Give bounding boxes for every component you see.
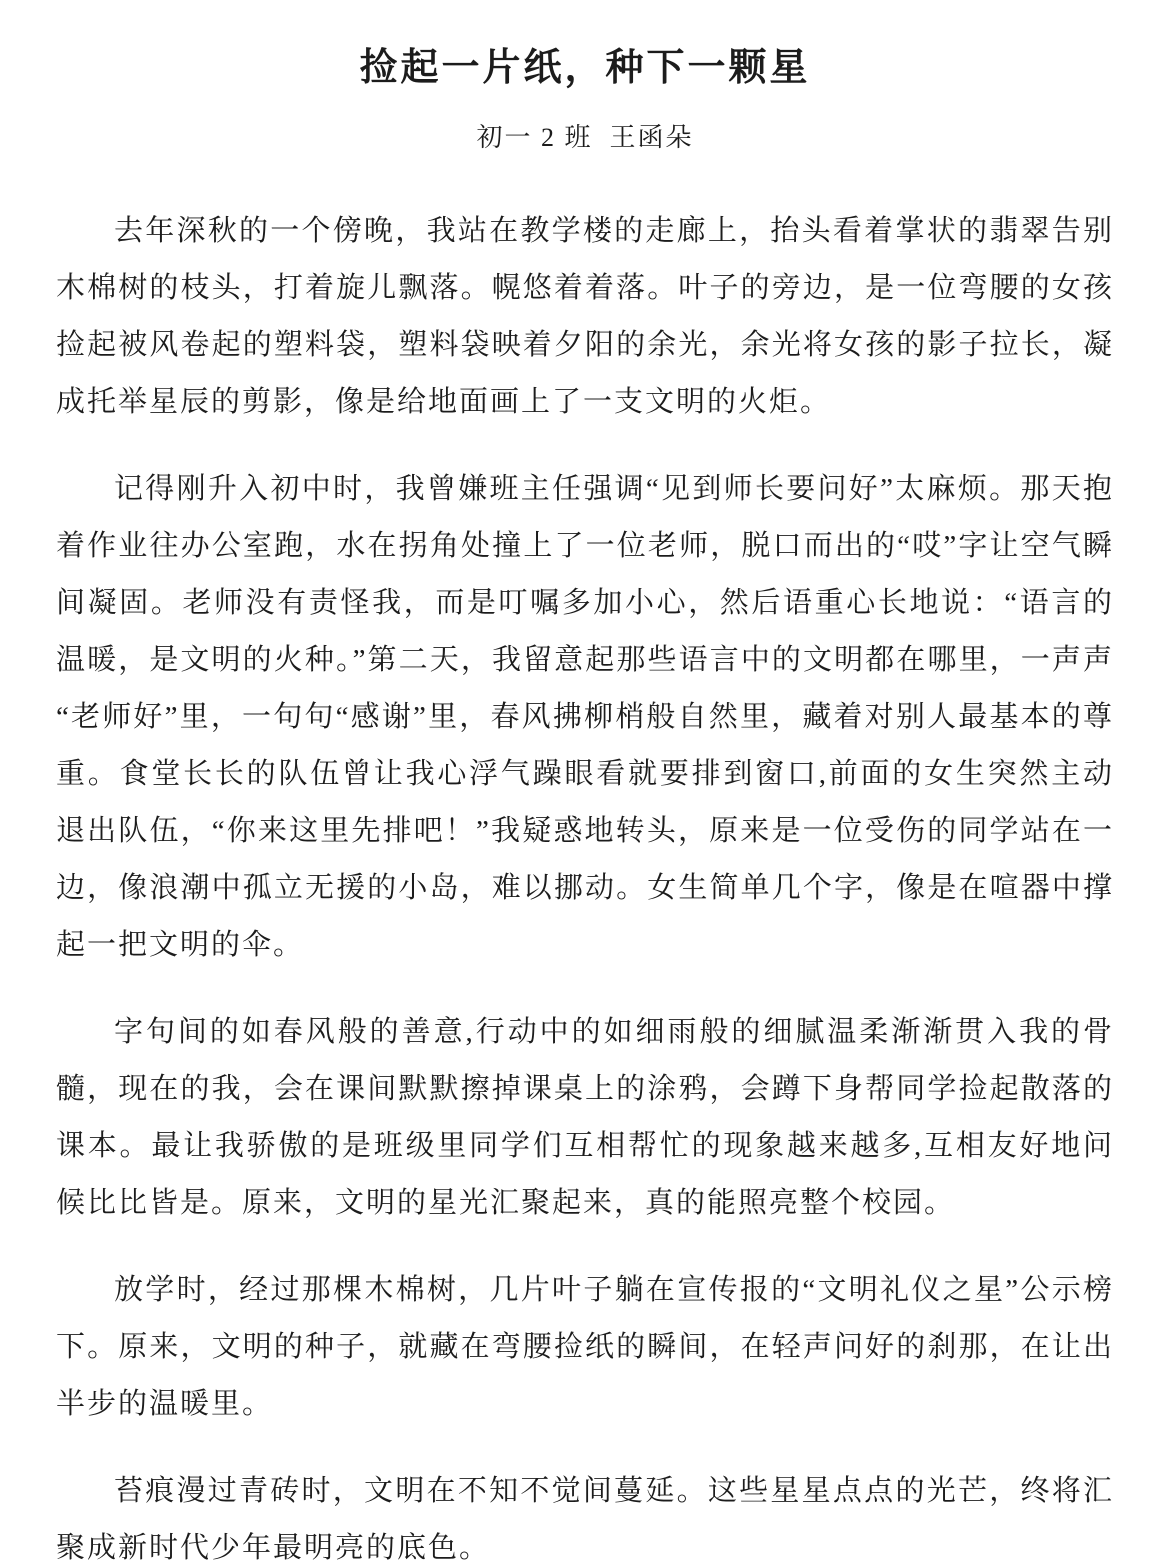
- essay-paragraph: 字句间的如春风般的善意,行动中的如细雨般的细腻温柔渐渐贯入我的骨髓，现在的我，会在课间默默擦掉课桌上的涂鸦，会蹲下身帮同学捡起散落的课本。最让我骄傲的是班级里同学们互相帮忙的现象越来越多,互相友好地问候比比皆是。原来，文明的星光汇聚起来，真的能照亮整个校园。: [56, 1016, 1114, 1220]
- essay-body: [56, 203, 1114, 1564]
- essay-paragraph: 苔痕漫过青砖时，文明在不知不觉间蔓延。这些星星点点的光芒，终将汇聚成新时代少年最明亮的底色。: [56, 1475, 1114, 1564]
- essay-byline: 初一 2 班 王函朵: [476, 123, 694, 153]
- essay-paragraph: 放学时，经过那棵木棉树，几片叶子躺在宣传报的“文明礼仪之星”公示榜下。原来，文明的种子，就藏在弯腰捡纸的瞬间，在轻声问好的刹那，在让出半步的温暖里。: [56, 1274, 1114, 1421]
- essay-paragraph: 记得刚升入初中时，我曾嫌班主任强调“见到师长要问好”太麻烦。那天抱着作业往办公室跑，水在拐角处撞上了一位老师，脱口而出的“哎”字让空气瞬间凝固。老师没有责怪我，而是叮嘱多加小心，然后语重心长地说：“语言的温暖，是文明的火种。”第二天，我留意起那些语言中的文明都在哪里，一声声“老师好”里，一句句“感谢”里，春风拂柳梢般自然里，藏着对别人最基本的尊重。食堂长长的队伍曾让我心浮气躁眼看就要排到窗口,前面的女生突然主动退出队伍，“你来这里先排吧！”我疑惑地转头，原来是一位受伤的同学站在一边，像浪潮中孤立无援的小岛，难以挪动。女生简单几个字，像是在喧器中撑起一把文明的伞。: [56, 473, 1114, 962]
- essay-title: 捡起一片纸，种下一颗星: [359, 47, 811, 89]
- essay-paragraph: 去年深秋的一个傍晚，我站在教学楼的走廊上，抬头看着掌状的翡翠告别木棉树的枝头，打着旋儿飘落。幌悠着着落。叶子的旁边，是一位弯腰的女孩捡起被风卷起的塑料袋，塑料袋映着夕阳的余光，余光将女孩的影子拉长，凝成托举星辰的剪影，像是给地面画上了一支文明的火炬。: [56, 215, 1114, 419]
